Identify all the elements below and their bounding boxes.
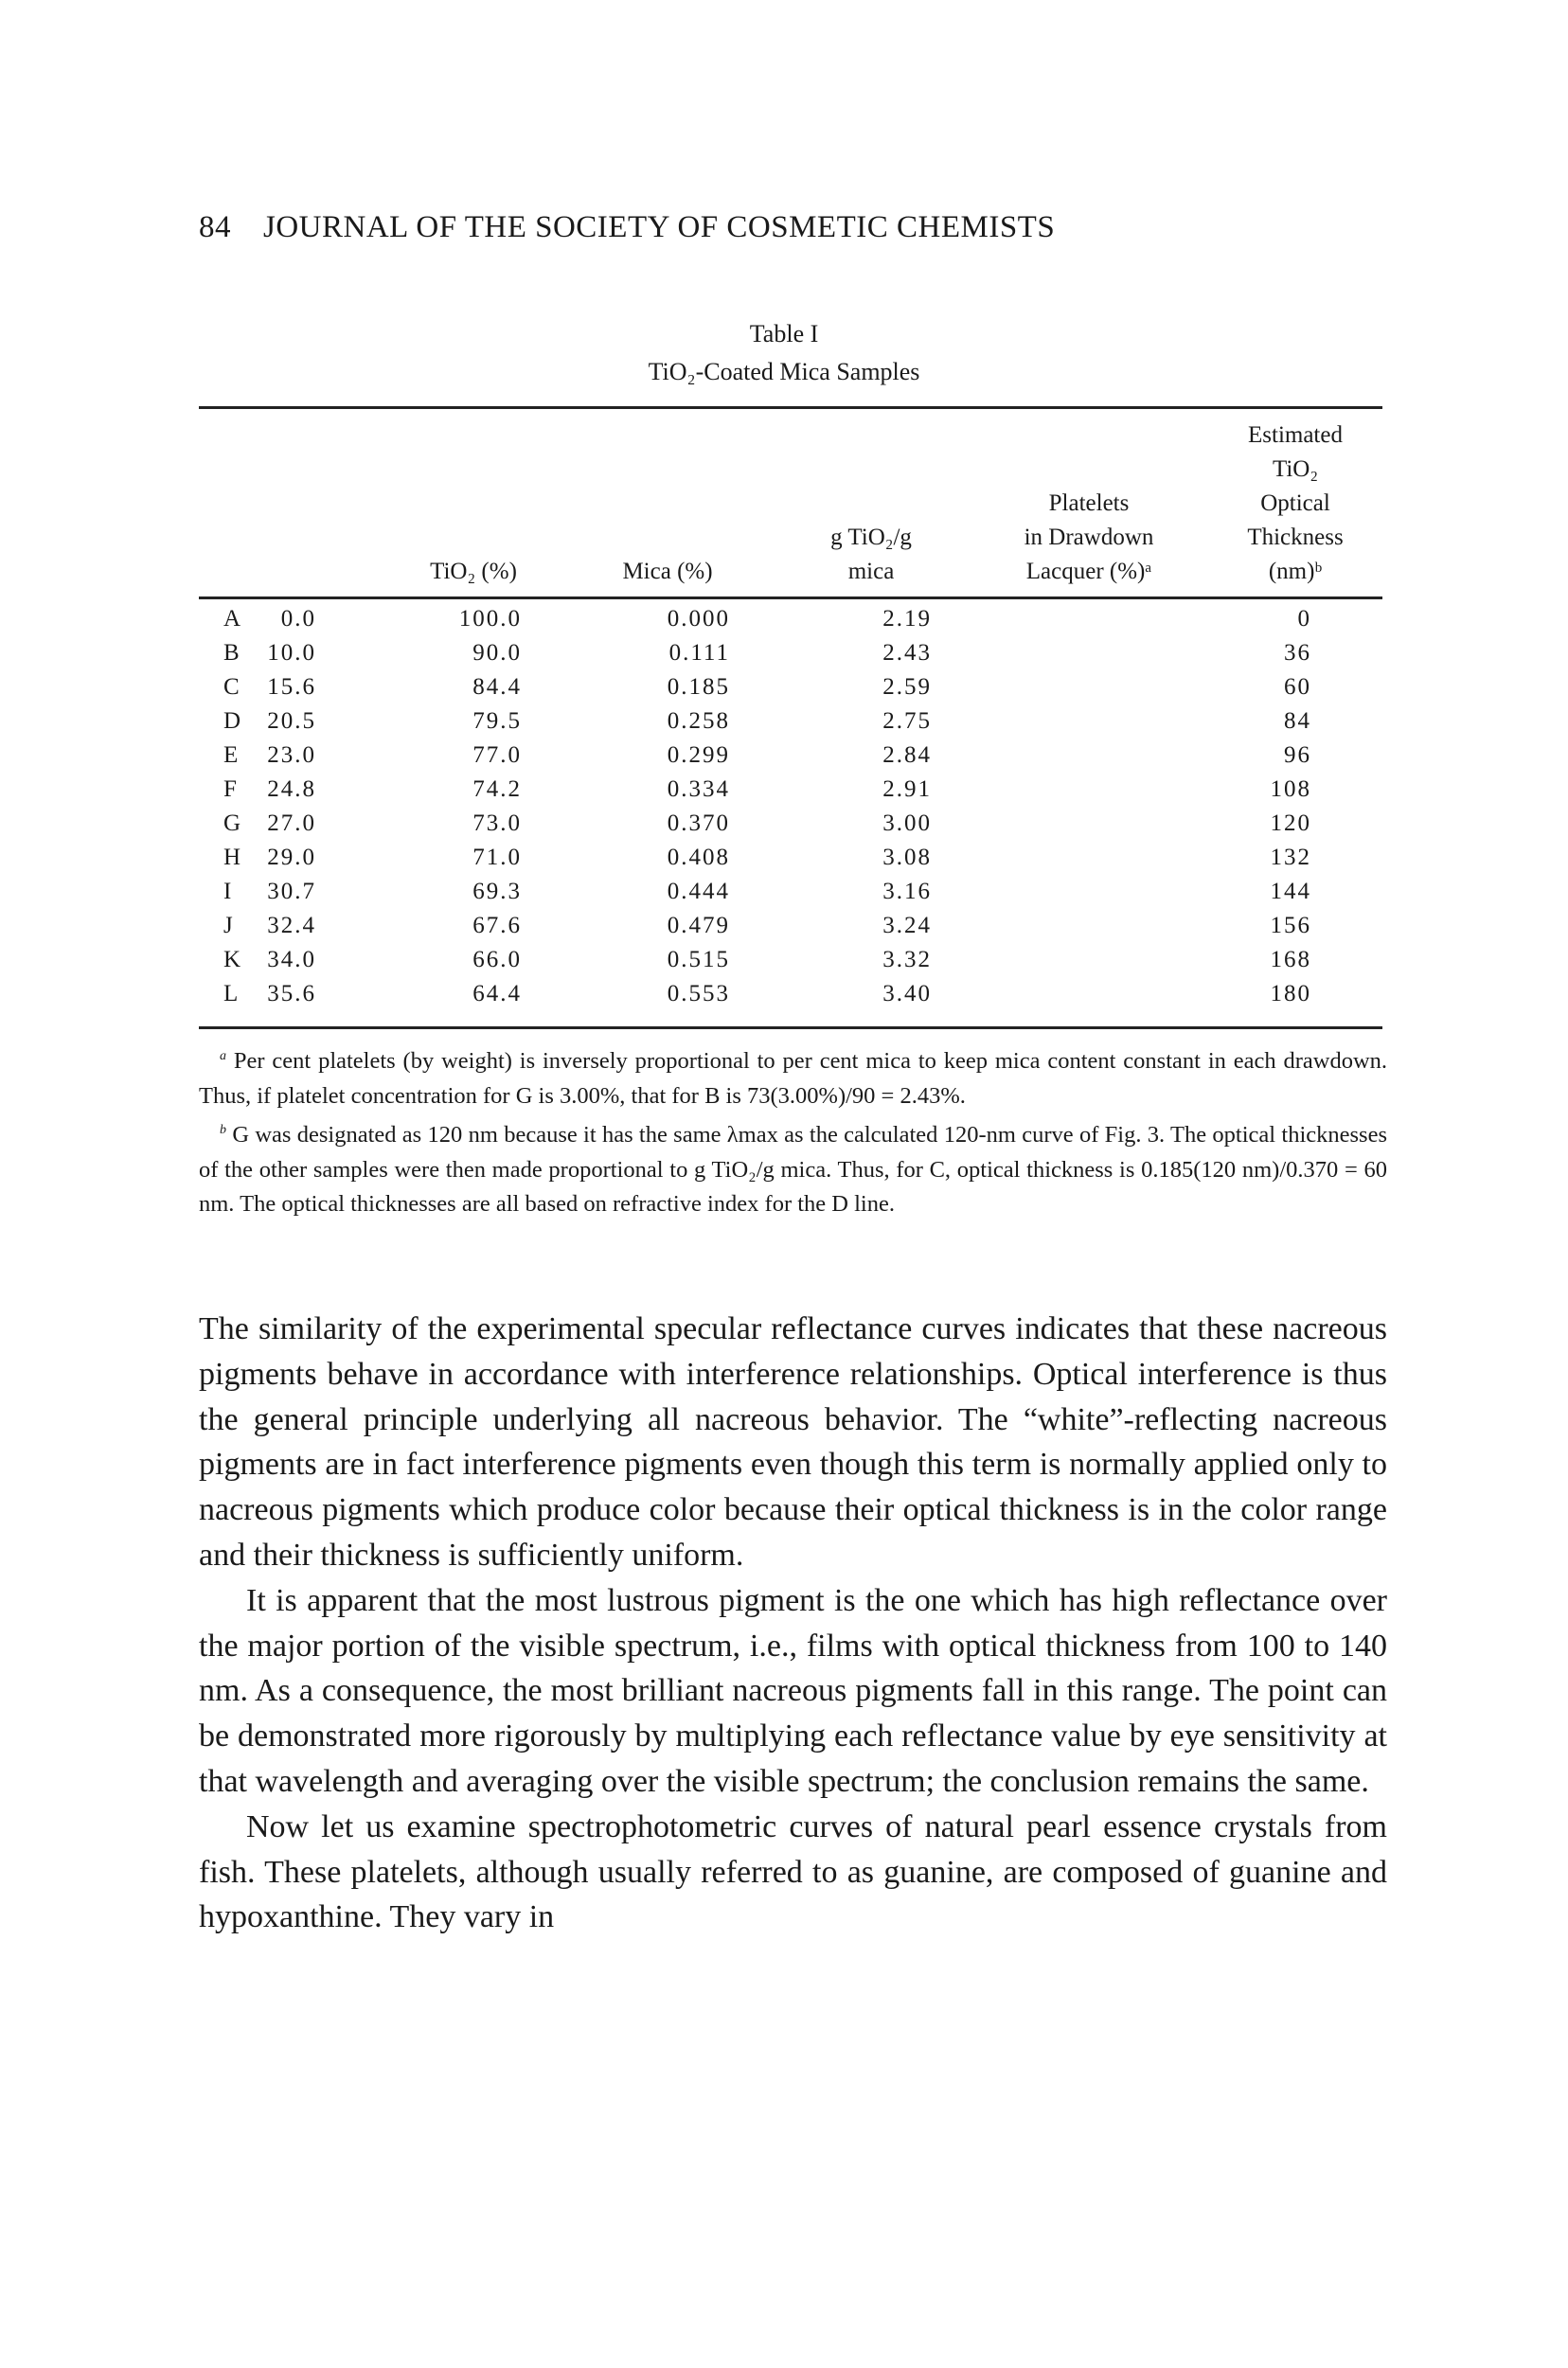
table-label: Table I xyxy=(749,320,819,347)
cell-optical-thickness: 96 xyxy=(1284,742,1311,768)
paragraph: Now let us examine spectrophotometric curves of natural pearl essence crystals from fish. These platelets, although usually referred to as guanine, are composed of guanine and hypoxanthine. They vary in xyxy=(199,1808,1387,1935)
cell-optical-thickness: 132 xyxy=(1270,845,1311,870)
footnote-text: G was designated as 120 nm because it has the same λmax as the calculated 120-nm curve of Fig. 3. The optical thicknesses of the other samples were then made proportional to g TiO₂/g mica. Thus, for C, optical thickness is 0.185(120 nm)/0.370 = 60 nm. The optical thicknesses are all based on refractive index for the D line. xyxy=(199,1122,1388,1218)
table-row xyxy=(0,845,1568,879)
cell-platelets-pct: 3.08 xyxy=(882,845,932,870)
cell-g-tio2-per-g-mica: 0.299 xyxy=(667,742,730,768)
cell-tio2-pct: 23.0 xyxy=(267,742,316,768)
cell-tio2-pct: 0.0 xyxy=(280,606,316,632)
cell-g-tio2-per-g-mica: 0.111 xyxy=(668,640,730,666)
cell-sample: B xyxy=(223,640,241,666)
cell-platelets-pct: 3.16 xyxy=(882,879,932,904)
cell-g-tio2-per-g-mica: 0.444 xyxy=(667,879,730,904)
cell-optical-thickness: 108 xyxy=(1270,776,1311,802)
cell-mica-pct: 79.5 xyxy=(472,708,522,734)
table-row xyxy=(0,981,1568,1015)
cell-optical-thickness: 120 xyxy=(1270,810,1311,836)
cell-sample: H xyxy=(223,845,243,870)
cell-optical-thickness: 0 xyxy=(1297,606,1311,632)
cell-platelets-pct: 2.75 xyxy=(882,708,932,734)
cell-tio2-pct: 10.0 xyxy=(267,640,316,666)
cell-platelets-pct: 3.40 xyxy=(882,981,932,1006)
table-row xyxy=(0,640,1568,674)
col-header-g-tio2-per-g-mica xyxy=(795,521,947,589)
col-header-line: Estimated xyxy=(1248,422,1343,448)
cell-tio2-pct: 20.5 xyxy=(267,708,316,734)
table-row xyxy=(0,913,1568,947)
col-header-mica-pct xyxy=(592,555,743,589)
cell-optical-thickness: 84 xyxy=(1284,708,1311,734)
cell-optical-thickness: 180 xyxy=(1270,981,1311,1006)
cell-g-tio2-per-g-mica: 0.515 xyxy=(667,947,730,972)
cell-mica-pct: 66.0 xyxy=(472,947,522,972)
cell-platelets-pct: 3.24 xyxy=(882,913,932,938)
body-text xyxy=(199,1307,1387,1940)
table-top-rule xyxy=(199,406,1382,409)
cell-mica-pct: 71.0 xyxy=(472,845,522,870)
cell-sample: L xyxy=(223,981,241,1006)
footnote-a xyxy=(199,1040,1387,1113)
cell-optical-thickness: 36 xyxy=(1284,640,1311,666)
cell-platelets-pct: 3.00 xyxy=(882,810,932,836)
col-header-line: Platelets xyxy=(1048,490,1130,516)
cell-mica-pct: 69.3 xyxy=(472,879,522,904)
footnote-text: Per cent platelets (by weight) is inversely proportional to per cent mica to keep mica content constant in each drawdown. Thus, if platelet concentration for G is 3.00%, that for B is 73(3.00%)/90 = 2.43%. xyxy=(199,1048,1388,1109)
cell-sample: E xyxy=(223,742,241,768)
cell-sample: G xyxy=(223,810,243,836)
cell-g-tio2-per-g-mica: 0.479 xyxy=(667,913,730,938)
cell-sample: J xyxy=(223,913,235,938)
table-header-rule xyxy=(199,596,1382,599)
cell-tio2-pct: 29.0 xyxy=(267,845,316,870)
cell-platelets-pct: 2.19 xyxy=(882,606,932,632)
cell-g-tio2-per-g-mica: 0.334 xyxy=(667,776,730,802)
cell-mica-pct: 67.6 xyxy=(472,913,522,938)
cell-platelets-pct: 2.59 xyxy=(882,674,932,700)
cell-tio2-pct: 32.4 xyxy=(267,913,316,938)
col-header-line: Mica (%) xyxy=(622,559,713,584)
cell-g-tio2-per-g-mica: 0.258 xyxy=(667,708,730,734)
cell-sample: I xyxy=(223,879,234,904)
cell-optical-thickness: 144 xyxy=(1270,879,1311,904)
table-row xyxy=(0,742,1568,776)
table-row xyxy=(0,810,1568,845)
footnote-mark: b xyxy=(220,1123,226,1138)
col-header-tio2-pct xyxy=(398,555,549,589)
footnote-mark: a xyxy=(220,1049,226,1063)
col-header-optical-thickness xyxy=(1210,418,1381,589)
col-header-line: TiO₂ (%) xyxy=(430,559,517,584)
cell-tio2-pct: 30.7 xyxy=(267,879,316,904)
table-footnotes xyxy=(199,1040,1387,1222)
cell-platelets-pct: 2.43 xyxy=(882,640,932,666)
cell-mica-pct: 74.2 xyxy=(472,776,522,802)
col-header-line: TiO₂ xyxy=(1272,456,1319,482)
cell-tio2-pct: 15.6 xyxy=(267,674,316,700)
cell-sample: K xyxy=(223,947,243,972)
cell-mica-pct: 90.0 xyxy=(472,640,522,666)
page-number: 84 xyxy=(199,210,231,244)
cell-mica-pct: 84.4 xyxy=(472,674,522,700)
running-head xyxy=(199,210,1382,258)
col-header-line: g TiO₂/g xyxy=(830,525,912,550)
col-header-line: (nm)ᵇ xyxy=(1268,559,1323,584)
cell-g-tio2-per-g-mica: 0.408 xyxy=(667,845,730,870)
cell-platelets-pct: 2.84 xyxy=(882,742,932,768)
table-row xyxy=(0,947,1568,981)
table-row xyxy=(0,708,1568,742)
cell-platelets-pct: 3.32 xyxy=(882,947,932,972)
table-bottom-rule xyxy=(199,1026,1382,1029)
cell-mica-pct: 77.0 xyxy=(472,742,522,768)
cell-mica-pct: 73.0 xyxy=(472,810,522,836)
col-header-line: in Drawdown xyxy=(1024,525,1154,550)
cell-optical-thickness: 156 xyxy=(1270,913,1311,938)
table-title: TiO₂-Coated Mica Samples xyxy=(648,358,920,385)
cell-mica-pct: 100.0 xyxy=(458,606,522,632)
cell-sample: D xyxy=(223,708,243,734)
table-row xyxy=(0,606,1568,640)
cell-platelets-pct: 2.91 xyxy=(882,776,932,802)
paragraph: It is apparent that the most lustrous pigment is the one which has high reflectance over the major portion of the visible spectrum, i.e., films with optical thickness from 100 to 140 nm. As a consequence, the most brilliant nacreous pigments fall in this range. The point can be demonstrated more rigorously by multiplying each reflectance value by eye sensitivity at that wavelength and averaging over the visible spectrum; the conclusion remains the same. xyxy=(199,1582,1387,1799)
table-row xyxy=(0,776,1568,810)
cell-optical-thickness: 168 xyxy=(1270,947,1311,972)
col-header-line: Optical xyxy=(1260,490,1330,516)
cell-sample: F xyxy=(223,776,239,802)
footnote-b xyxy=(199,1113,1387,1222)
cell-g-tio2-per-g-mica: 0.370 xyxy=(667,810,730,836)
col-header-platelets-pct xyxy=(989,487,1188,589)
cell-mica-pct: 64.4 xyxy=(472,981,522,1006)
cell-tio2-pct: 35.6 xyxy=(267,981,316,1006)
table-row xyxy=(0,879,1568,913)
col-header-line: mica xyxy=(847,559,895,584)
cell-sample: A xyxy=(223,606,243,632)
cell-tio2-pct: 34.0 xyxy=(267,947,316,972)
cell-g-tio2-per-g-mica: 0.553 xyxy=(667,981,730,1006)
col-header-line: Lacquer (%)ᵃ xyxy=(1025,559,1152,584)
cell-g-tio2-per-g-mica: 0.185 xyxy=(667,674,730,700)
table-row xyxy=(0,674,1568,708)
cell-g-tio2-per-g-mica: 0.000 xyxy=(667,606,730,632)
journal-title: JOURNAL OF THE SOCIETY OF COSMETIC CHEMISTS xyxy=(263,210,1056,244)
cell-optical-thickness: 60 xyxy=(1284,674,1311,700)
paragraph: The similarity of the experimental specular reflectance curves indicates that these nacreous pigments behave in accordance with interference relationships. Optical interference is thus the general principle underlying all nacreous behavior. The “white”-reflecting nacreous pigments are in fact interference pigments even though this term is normally applied only to nacreous pigments which produce color because their optical thickness is in the color range and their thickness is sufficiently uniform. xyxy=(199,1311,1387,1573)
cell-sample: C xyxy=(223,674,241,700)
col-header-line: Thickness xyxy=(1247,525,1344,550)
cell-tio2-pct: 27.0 xyxy=(267,810,316,836)
cell-tio2-pct: 24.8 xyxy=(267,776,316,802)
